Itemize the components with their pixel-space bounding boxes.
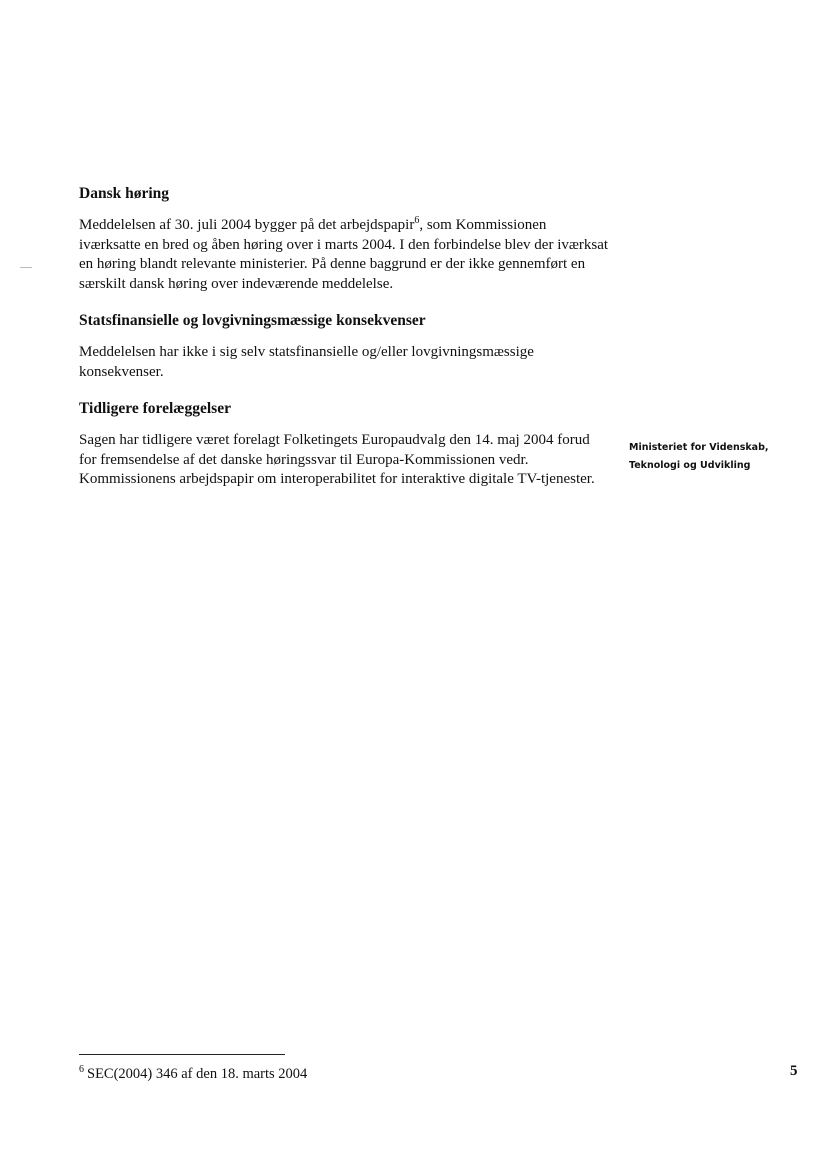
ministry-name-line-2: Teknologi og Udvikling [629,460,751,471]
scan-speck [20,267,32,268]
footnote-text: SEC(2004) 346 af den 18. marts 2004 [87,1066,308,1082]
footnote [79,1065,307,1083]
page-number: 5 [790,1063,798,1079]
body-text: Meddelelsen af 30. juli 2004 bygger på det arbejdspapir [79,217,415,233]
section-body [79,216,609,294]
section-dansk-horing [79,184,609,294]
ministry-name-line-1: Ministeriet for Videnskab, [629,442,769,453]
section-body: Meddelelsen har ikke i sig selv statsfinansielle og/eller lovgivningsmæssige konsekvenser. [79,344,534,380]
body-text: , som Kommissionen iværksatte en bred og åben høring over i marts 2004. I den forbindelse blev der iværksat en høring blandt relevante ministerier. På denne baggrund er der ikke gennemført en særskilt dansk høring over indeværende meddelelse. [79,217,609,292]
footnote-number: 6 [79,1064,84,1076]
main-content [79,184,609,507]
footnote-divider [79,1054,285,1055]
section-heading: Dansk høring [79,185,170,202]
ministry-sidebar [629,439,819,475]
footnote-reference[interactable]: 6 [414,215,420,226]
section-heading: Statsfinansielle og lovgivningsmæssige konsekvenser [79,312,426,329]
section-heading: Tidligere forelæggelser [79,400,231,417]
section-statsfinansielle [79,311,609,382]
section-tidligere-forelaeggelser [79,399,609,490]
section-body: Sagen har tidligere været forelagt Folketingets Europaudvalg den 14. maj 2004 forud for fremsendelse af det danske høringssvar til Europa-Kommissionen vedr. Kommissionens arbejdspapir om interoperabilitet for interaktive digitale TV-tjenester. [79,432,595,487]
